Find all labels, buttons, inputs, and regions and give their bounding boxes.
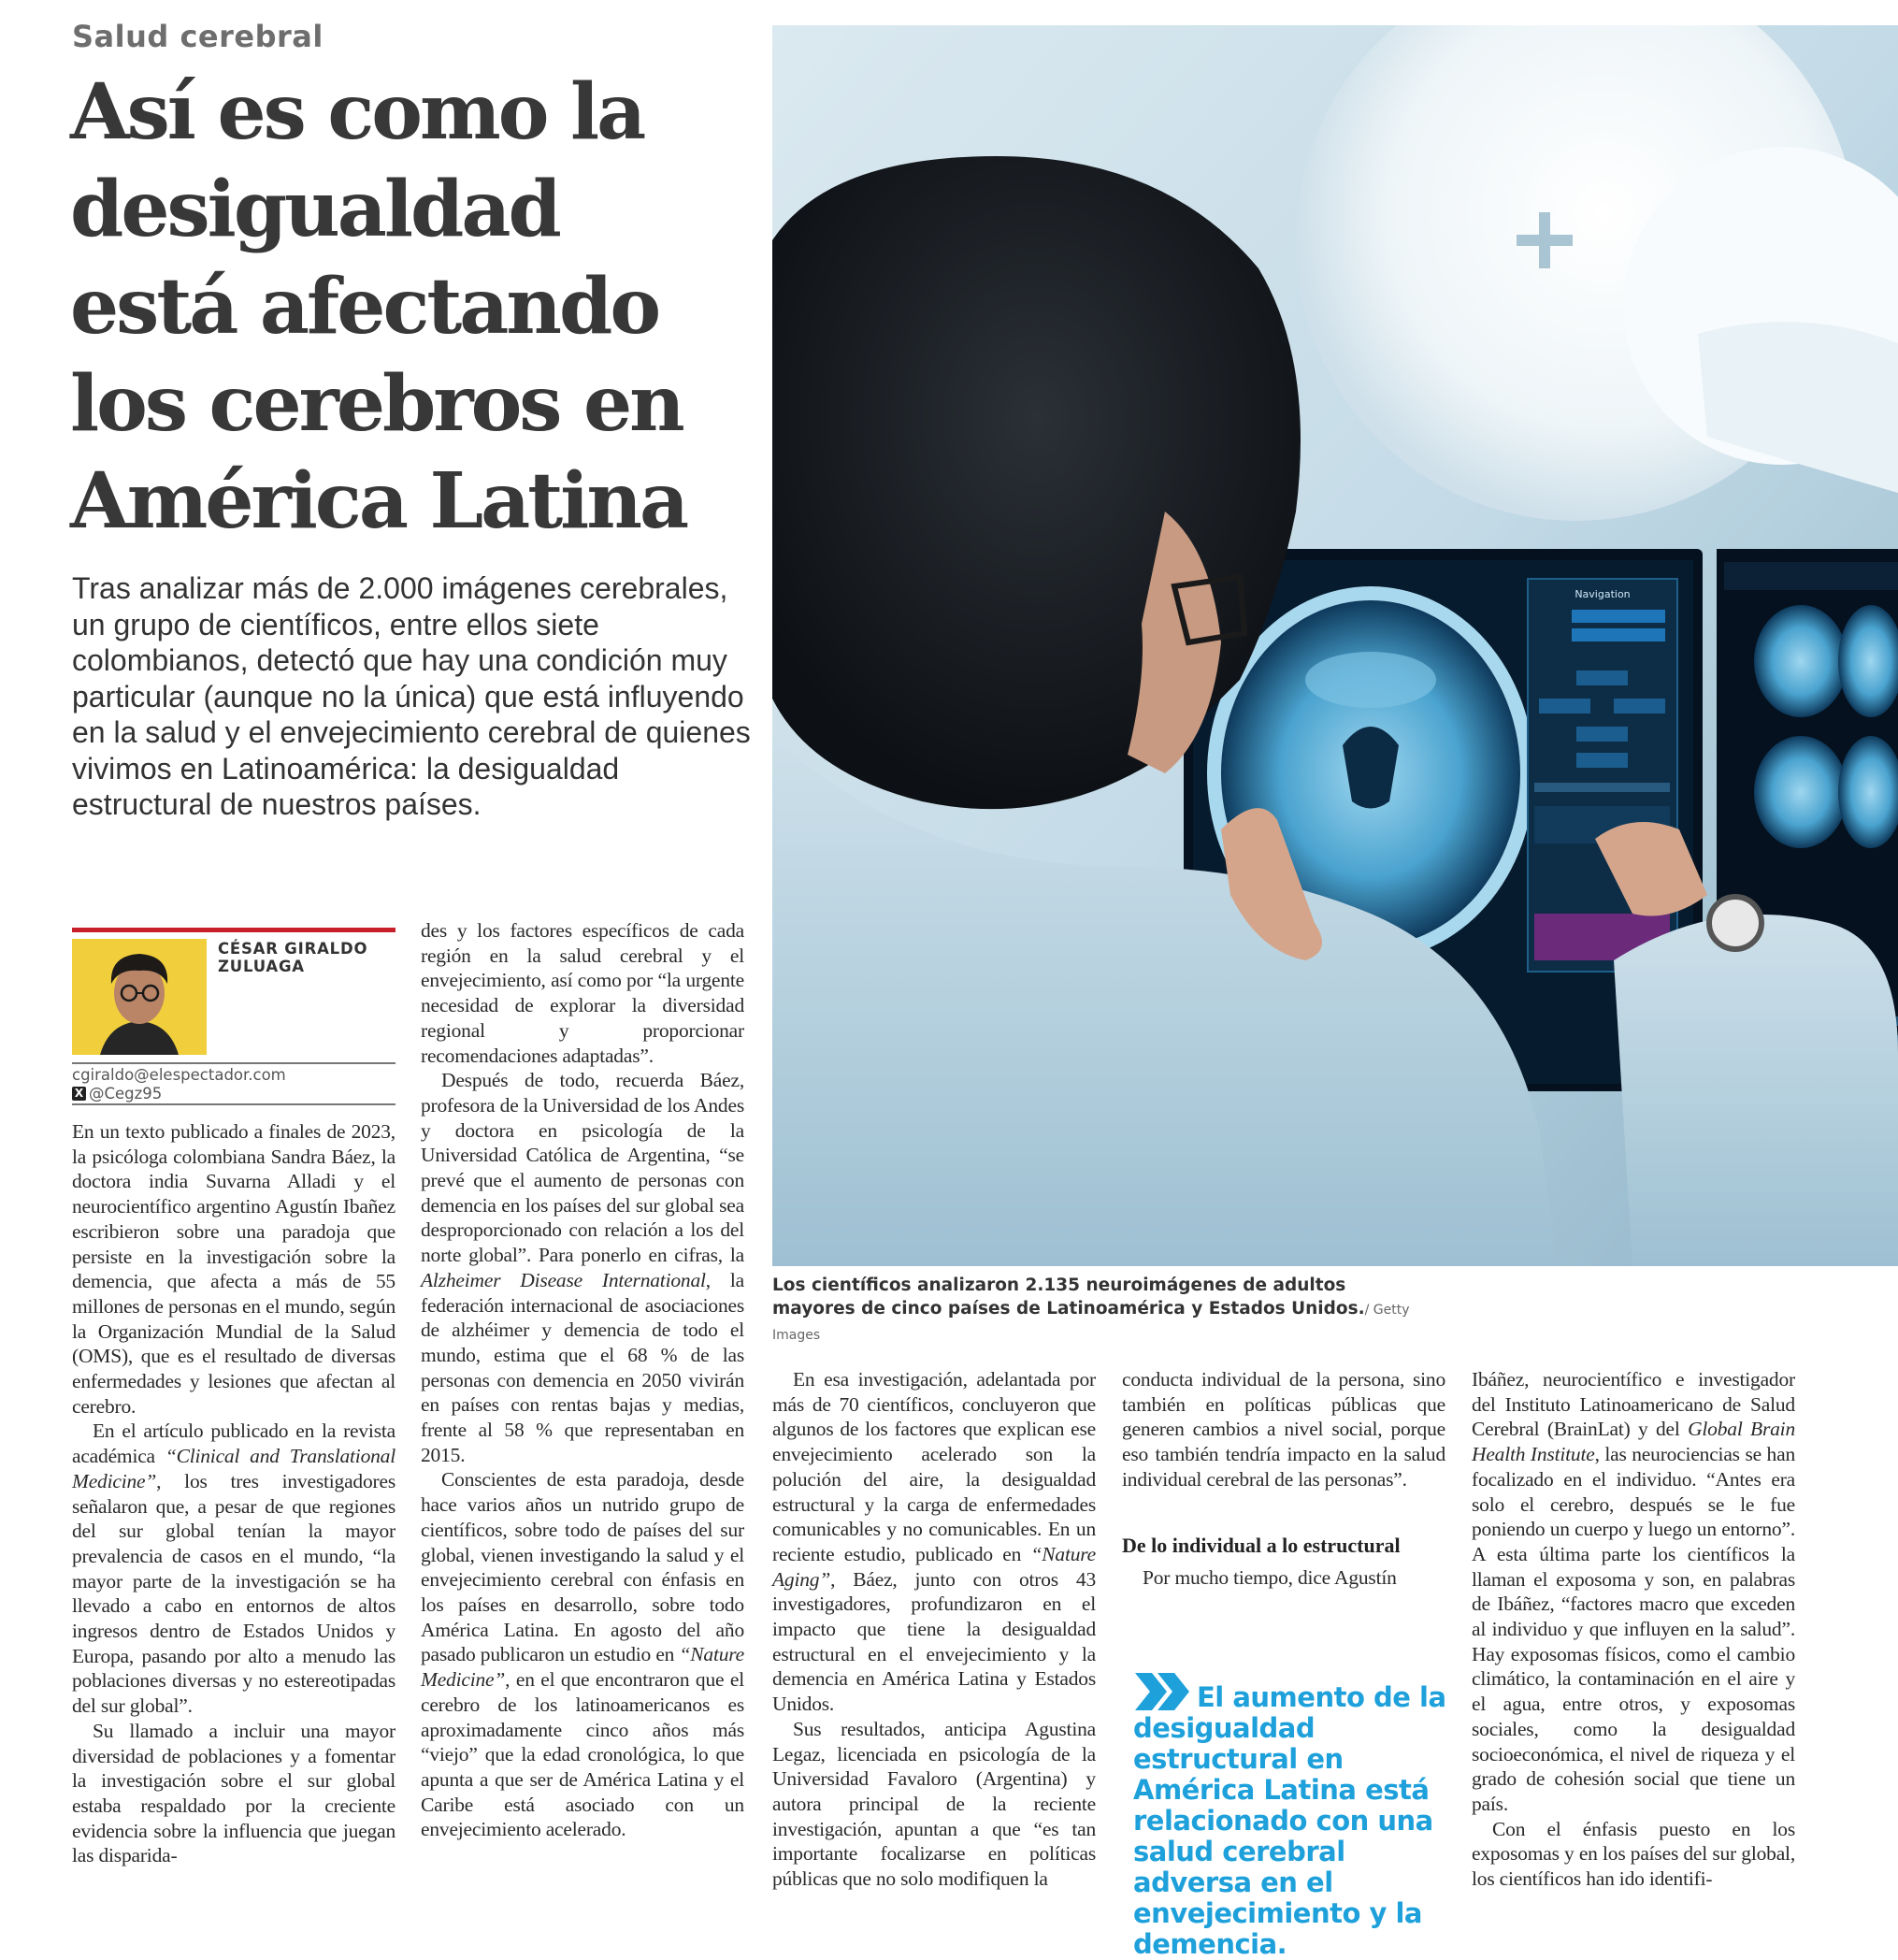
nav-panel-title: Navigation <box>1574 588 1631 600</box>
paragraph: Sus resultados, anticipa Agustina Legaz, licenciada en psicología de la Universidad Favaloro (Argentina) y autora principal de la reciente investigación, apuntan a que “es tan importante focalizarse en políticas públicas que no solo modifiquen la <box>772 1717 1096 1891</box>
author-email[interactable]: cgiraldo@elespectador.com <box>72 1066 286 1084</box>
photo-credit: / Getty Images <box>772 1303 1410 1343</box>
paragraph: En un texto publicado a finales de 2023, la psicóloga colombiana Sandra Báez, la doctora india Suvarna Alladi y el neurocientífico argentino Agustín Ibañez escribieron sobre una paradoja que persiste en la investigación sobre la demencia, que afecta a más de 55 millones de personas en el mundo, según la Organización Mundial de la Salud (OMS), que es el resultado de diversas enfermedades y lesiones que afectan al cerebro. <box>72 1120 395 1418</box>
body-column-4 <box>1122 1367 1445 1492</box>
body-column-5 <box>1472 1367 1795 1892</box>
author-x-handle: @Cegz95 <box>89 1085 163 1102</box>
paragraph: En el artículo publicado en la revista académica “Clinical and Translational Medicine”, los tres investigadores señalaron que, a pesar de que regiones del sur global tenían la mayor prevalencia de casos en el mundo, “la mayor parte de la investigación se ha llevado a cabo en entornos de altos ingresos dentro de Estados Unidos y Europa, pasando por alto a menudo las poblaciones diversas y no estereotipadas del sur global”. <box>72 1420 395 1718</box>
author-photo <box>72 939 207 1055</box>
pull-quote <box>1133 1671 1451 1960</box>
lead-photo <box>772 25 1898 1266</box>
paragraph: Conscientes de esta paradoja, desde hace varios años un nutrido grupo de científicos, sobre todo de países del sur global, vienen investigando la salud y el envejecimiento cerebral con énfasis en los países en desarrollo, sobre todo América Latina. En agosto del año pasado publicaron un estudio en “Nature Medicine”, en el que encontraron que el cerebro de los latinoamericanos es aproximadamente cinco años más “viejo” que la edad cronológica, lo que apunta a que ser de América Latina y el Caribe está asociado con un envejecimiento acelerado. <box>421 1468 744 1841</box>
photo-caption <box>772 1274 1427 1348</box>
author-divider <box>72 1103 395 1105</box>
author-divider <box>72 1062 395 1064</box>
paragraph: Después de todo, recuerda Báez, profesora de la Universidad de los Andes y doctora en psicología de la Universidad Católica de Argentina, “se prevé que el aumento de personas con demencia en los países del sur global sea desproporcionado con relación a los del norte global”. Para ponerlo en cifras, la Alzheimer Disease International, la federación internacional de asociaciones de alzhéimer y demencia de todo el mundo, estima que el 68 % de las personas con demencia en 2050 vivirán en países con rentas bajas y medias, frente al 58 % que representaban en 2015. <box>421 1069 745 1466</box>
x-logo-icon: X <box>72 1087 86 1101</box>
section-label: Salud cerebral <box>72 19 324 54</box>
paragraph: Por mucho tiempo, dice Agustín <box>1143 1566 1397 1589</box>
author-name: CÉSAR GIRALDO ZULUAGA <box>218 940 368 975</box>
subheading: De lo individual a lo estructural <box>1122 1534 1401 1557</box>
double-chevron-icon <box>1133 1671 1193 1712</box>
paragraph: des y los factores específicos de cada región en la salud cerebral y el envejecimiento, así como por “la urgente necesidad de explorar la diversidad regional y proporcionar recomendaciones adaptadas”. <box>421 919 744 1067</box>
body-column-1 <box>72 1119 395 1868</box>
body-column-3 <box>772 1367 1096 1892</box>
paragraph: Ibáñez, neurocientífico e investigador del Instituto Latinoamericano de Salud Cerebral (BrainLat) y del Global Brain Health Institute, las neurociencias se han focalizado en el individuo. “Antes era solo el cerebro, después se le fue poniendo un cuerpo y luego un entorno”. A esta última parte los científicos la llaman el exposoma y son, en palabras de Ibáñez, “factores macro que exceden al individuo y que influyen en la salud”. Hay exposomas físicos, como el cambio climático, la contaminación en el aire y el agua, entre otros, y exposomas sociales, como la desigualdad socioeconómica, el nivel de riqueza y el grado de cohesión social que tiene un país. <box>1472 1368 1796 1815</box>
paragraph: Con el énfasis puesto en los exposomas y en los países del sur global, los científicos han ido identifi- <box>1472 1817 1795 1891</box>
author-accent-bar <box>72 928 395 932</box>
body-column-2 <box>421 918 744 1842</box>
dek: Tras analizar más de 2.000 imágenes cerebrales, un grupo de científicos, entre ellos siete colombianos, detectó que hay una condición muy particular (aunque no la única) que está influyendo en la salud y el envejecimiento cerebral de quienes vivimos en Latinoamérica: la desigualdad estructural de nuestros países. <box>72 571 751 821</box>
paragraph: En esa investigación, adelantada por más de 70 científicos, concluyeron que algunos de los factores que explican ese envejecimiento acelerado son la polución del aire, la desigualdad estructural y la carga de enfermedades comunicables y no comunicables. En un reciente estudio, publicado en “Nature Aging”, Báez, junto con otros 43 investigadores, profundizaron en el impacto que tiene la desigualdad estructural en el envejecimiento y la demencia en América Latina y Estados Unidos. <box>772 1368 1096 1716</box>
headline: Así es como la desigualdad está afectando los cerebros en América Latina <box>70 67 687 546</box>
paragraph: conducta individual de la persona, sino también en políticas públicas que generen cambios a nivel social, porque eso también tendría impacto en la salud individual cerebral de las personas”. <box>1122 1368 1445 1491</box>
body-column-4-continued <box>1122 1565 1445 1591</box>
pull-quote-text: El aumento de la desigualdad estructural en América Latina está relacionado con una salud cerebral adversa en el envejecimiento y la demencia. <box>1133 1681 1446 1960</box>
author-x-account[interactable] <box>72 1085 162 1102</box>
paragraph: Su llamado a incluir una mayor diversidad de poblaciones y a fomentar la investigación sobre el sur global estaba respaldado por la creciente evidencia sobre la influencia que juegan las disparida- <box>72 1719 395 1867</box>
caption-text: Los científicos analizaron 2.135 neuroimágenes de adultos mayores de cinco países de Latinoamérica y Estados Unidos. <box>772 1275 1365 1319</box>
